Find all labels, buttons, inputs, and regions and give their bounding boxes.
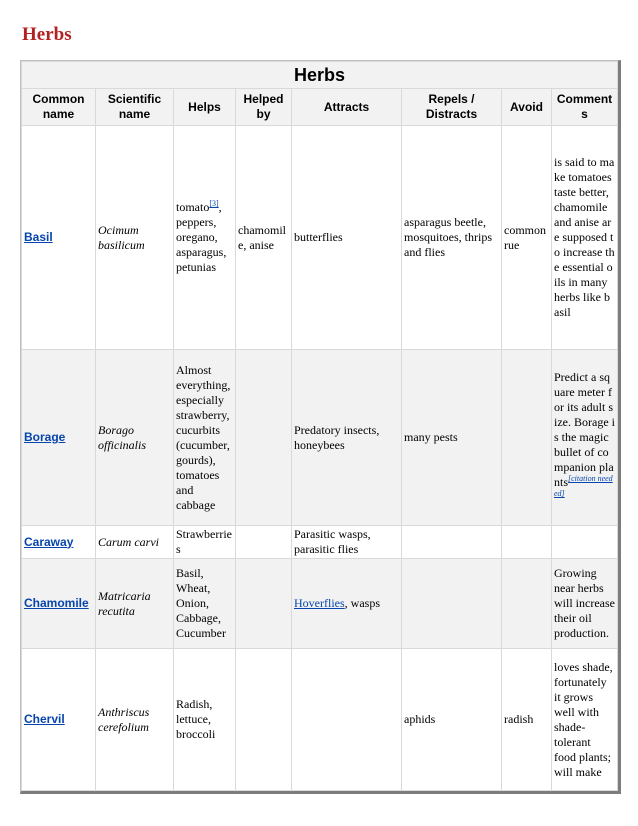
plant-link-caraway[interactable]: Caraway <box>24 534 74 549</box>
attracts-cell: Predatory insects, honeybees <box>292 350 402 526</box>
table-caption: Herbs <box>22 62 618 89</box>
helped-by-cell <box>236 526 292 559</box>
avoid-cell: radish <box>502 649 552 791</box>
scientific-name-cell: Anthriscus cerefolium <box>96 649 174 791</box>
repels-cell <box>402 559 502 649</box>
hoverflies-link[interactable]: Hoverflies <box>294 596 345 610</box>
avoid-cell <box>502 350 552 526</box>
header-common-name[interactable]: Common name <box>22 89 96 126</box>
comments-cell: Growing near herbs will increase their oil production. <box>552 559 618 649</box>
comments-cell <box>552 350 618 526</box>
scientific-name-cell: Ocimum basilicum <box>96 126 174 350</box>
avoid-cell <box>502 559 552 649</box>
comments-cell <box>552 526 618 559</box>
table-row <box>22 350 618 526</box>
attracts-cell <box>292 559 402 649</box>
scientific-name-cell: Borago officinalis <box>96 350 174 526</box>
comments-cell: is said to make tomatoes taste better, chamomile and anise are supposed to increase the essential oils in many herbs like basil <box>552 126 618 350</box>
page-title: Herbs <box>22 24 72 45</box>
table-row <box>22 559 618 649</box>
reference-link[interactable]: [3] <box>209 199 219 208</box>
attracts-text: , wasps <box>344 596 380 610</box>
repels-cell: asparagus beetle, mosquitoes, thrips and flies <box>402 126 502 350</box>
helps-cell: Radish, lettuce, broccoli <box>174 649 236 791</box>
helped-by-cell <box>236 350 292 526</box>
table-row <box>22 126 618 350</box>
plant-link-borage[interactable]: Borage <box>24 430 66 444</box>
plant-link-chervil[interactable]: Chervil <box>24 712 65 726</box>
repels-cell <box>402 526 502 559</box>
header-repels[interactable]: Repels / Distracts <box>402 89 502 126</box>
scientific-name-cell: Carum carvi <box>96 526 174 559</box>
scientific-name-cell: Matricaria recutita <box>96 559 174 649</box>
avoid-cell: common rue <box>502 126 552 350</box>
comments-cell: loves shade, fortunately it grows well with shade-tolerant food plants; will make <box>552 649 618 791</box>
table-row <box>22 649 618 791</box>
repels-cell: many pests <box>402 350 502 526</box>
header-helped-by[interactable]: Helped by <box>236 89 292 126</box>
plant-link-chamomile[interactable]: Chamomile <box>24 596 89 610</box>
attracts-cell <box>292 649 402 791</box>
helps-cell <box>174 126 236 350</box>
herbs-table <box>21 61 618 791</box>
table-row <box>22 526 618 559</box>
helped-by-cell <box>236 649 292 791</box>
citation-needed-link[interactable]: [citation needed] <box>554 474 613 498</box>
helps-text-cont: , peppers, oregano, asparagus, petunias <box>176 200 227 274</box>
header-avoid[interactable]: Avoid <box>502 89 552 126</box>
header-attracts[interactable]: Attracts <box>292 89 402 126</box>
helps-cell: Almost everything, especially strawberry, cucurbits (cucumber, gourds), tomatoes and cabbage <box>174 350 236 526</box>
plant-link-basil[interactable]: Basil <box>24 230 53 244</box>
helped-by-cell: chamomile, anise <box>236 126 292 350</box>
avoid-cell <box>502 526 552 559</box>
header-comments[interactable]: Comments <box>552 89 618 126</box>
helps-text: tomato <box>176 200 210 214</box>
attracts-cell: Parasitic wasps, parasitic flies <box>292 526 402 559</box>
header-scientific-name[interactable]: Scientific name <box>96 89 174 126</box>
header-row <box>22 89 618 126</box>
helps-cell: Strawberries <box>174 526 236 559</box>
header-helps[interactable]: Helps <box>174 89 236 126</box>
herbs-table-frame <box>20 60 621 794</box>
comments-text: Predict a square meter for its adult size. Borage is the magic bullet of companion plants <box>554 370 615 489</box>
attracts-cell: butterflies <box>292 126 402 350</box>
repels-cell: aphids <box>402 649 502 791</box>
helps-cell: Basil, Wheat, Onion, Cabbage, Cucumber <box>174 559 236 649</box>
helped-by-cell <box>236 559 292 649</box>
